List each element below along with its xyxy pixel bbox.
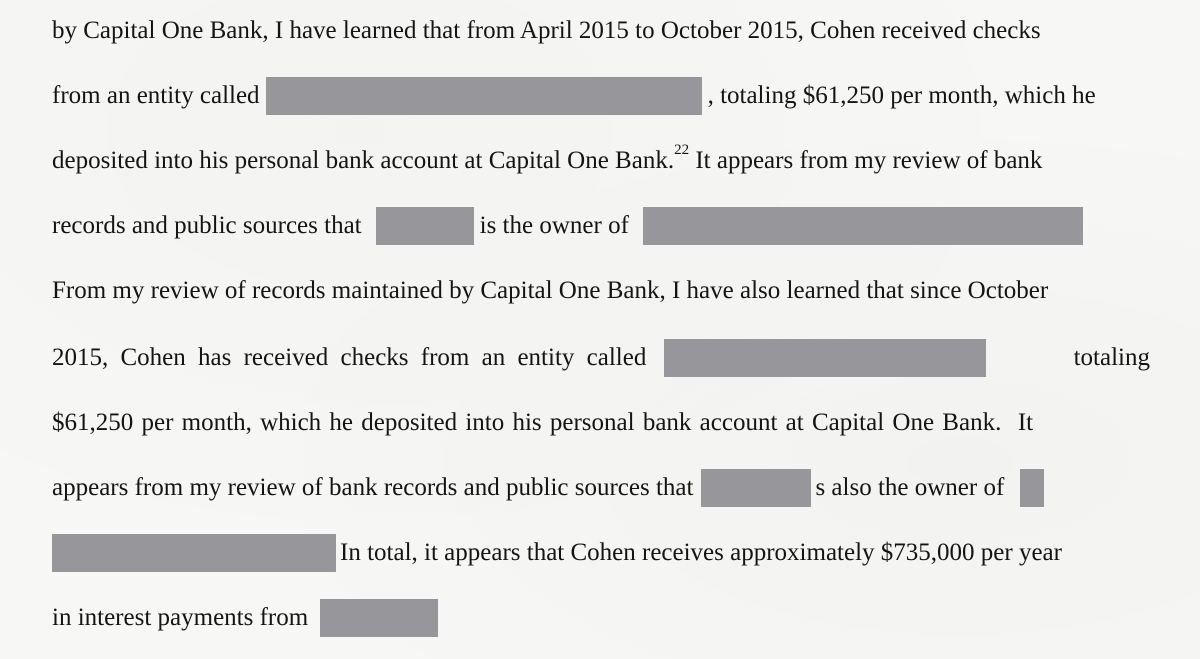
line-3-rest: It appears from my review of bank [689, 147, 1043, 174]
redaction-box [320, 599, 438, 637]
line-3-text: deposited into his personal bank account at Capital One Bank. [52, 147, 675, 174]
text-line-1 [52, 11, 1041, 51]
line-5-text: From my review of records maintained by Capital One Bank, I have also learned that since October [52, 277, 1049, 304]
redaction-box [266, 77, 702, 115]
line-2-after: , totaling $61,250 per month, which he [707, 82, 1096, 109]
text-line-3: deposited into his personal bank account at Capital One Bank. $^{22}$ It appears from my review of bank [52, 141, 1042, 181]
text-line-7 [52, 403, 1033, 443]
text-line-5 [52, 271, 1048, 311]
line-8-before: appears from my review of bank records and public sources that [52, 474, 694, 501]
text-line-9 [52, 533, 1062, 573]
text-line-4 [52, 206, 1083, 246]
line-8-middle: s also the owner of [815, 474, 1005, 501]
line-6-before: 2015, Cohen has received checks from an entity called [52, 344, 647, 371]
redaction-box [376, 207, 474, 245]
text-line-8 [52, 468, 1150, 508]
line-1-text: by Capital One Bank, I have learned that from April 2015 to October 2015, Cohen received checks [52, 17, 1041, 44]
text-line-6 [52, 338, 1150, 378]
line-4-before: records and public sources that [52, 212, 362, 239]
line-4-middle: is the owner of [479, 212, 629, 239]
redaction-box [1020, 469, 1044, 507]
line-9-after: In total, it appears that Cohen receives approximately $735,000 per year [340, 539, 1062, 566]
text-line-10 [52, 598, 438, 638]
line-6-after: totaling [1073, 344, 1150, 371]
line-2-before: from an entity called [52, 82, 260, 109]
redaction-box [664, 339, 986, 377]
line-10-before: in interest payments from [52, 604, 309, 631]
text-line-2 [52, 76, 1150, 116]
redaction-box [701, 469, 811, 507]
redaction-box [643, 207, 1083, 245]
redaction-box [52, 534, 336, 572]
line-7-text: $61,250 per month, which he deposited into his personal bank account at Capital One Bank. It [52, 409, 1034, 436]
